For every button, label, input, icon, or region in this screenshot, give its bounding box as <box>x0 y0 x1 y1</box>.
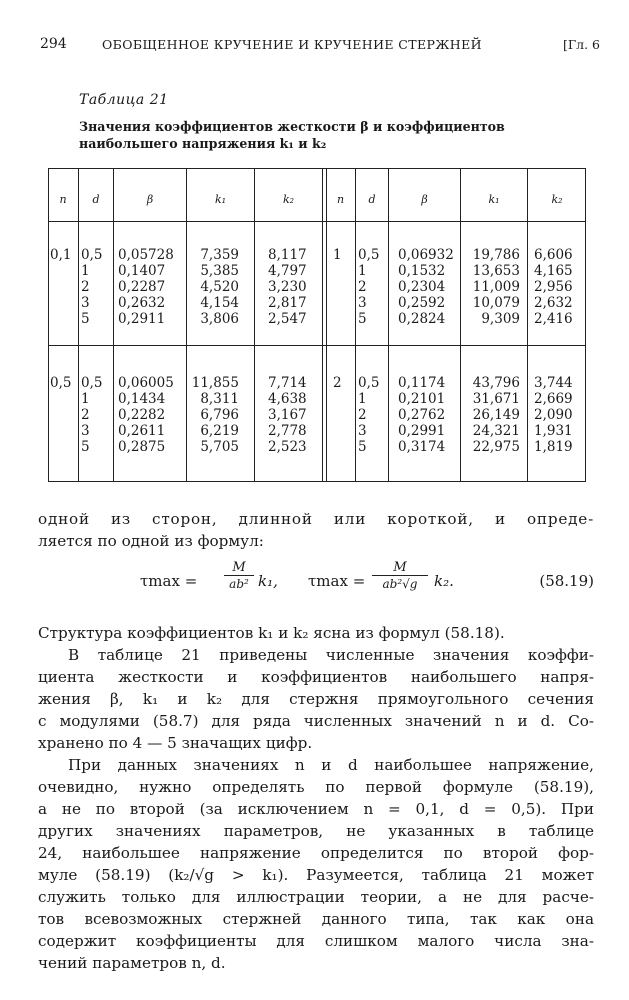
text-line: В таблице 21 приведены численные значения коэффи- <box>68 646 594 664</box>
text-line: а не по второй (за исключением n = 0,1, d = 0,5). При <box>38 800 594 818</box>
table-cell-k2: 7,714 4,638 3,167 2,778 2,523 <box>268 375 307 455</box>
table-block-rule <box>48 345 586 346</box>
table-cell-k1: 7,359 5,385 4,520 4,154 3,806 <box>200 247 239 327</box>
formula-factor: k₁, <box>258 572 278 590</box>
table-col-rule <box>527 168 528 482</box>
equation-number: (58.19) <box>539 572 594 590</box>
page-number: 294 <box>40 36 67 52</box>
text-line: содержит коэффициенты для слишком малого числа зна- <box>38 932 594 950</box>
text-line: очевидно, нужно определять по первой формуле (58.19), <box>38 778 594 796</box>
table-caption-line: Значения коэффициентов жесткости β и коэффициентов <box>79 119 505 134</box>
paragraph <box>38 644 594 754</box>
text-line: жения β, k₁ и k₂ для стержня прямоугольного сечения <box>38 690 594 708</box>
table-cell-n: 0,5 <box>50 375 72 391</box>
formula-lhs: τmax = <box>308 572 366 590</box>
table-cell-beta: 0,1174 0,2101 0,2762 0,2991 0,3174 <box>398 375 446 455</box>
fraction-numerator: M <box>232 560 246 575</box>
table-col-rule <box>355 168 356 482</box>
table-center-double-rule <box>322 168 327 482</box>
fraction <box>224 560 254 591</box>
table-header-cell: d <box>92 193 100 206</box>
table-cell-beta: 0,06005 0,1434 0,2282 0,2611 0,2875 <box>118 375 174 455</box>
text-line: муле (58.19) (k₂/√g > k₁). Разумеется, таблица 21 может <box>38 866 594 884</box>
table-header-cell: β <box>421 193 428 206</box>
table-header-cell: k₂ <box>282 193 295 206</box>
table-cell-d: 0,5 1 2 3 5 <box>358 247 380 327</box>
table-cell-n: 1 <box>333 247 342 263</box>
paragraph <box>38 622 594 644</box>
text-line: чений параметров n, d. <box>38 954 226 972</box>
running-head <box>40 36 600 56</box>
text-line: служить только для иллюстрации теории, а не для расче- <box>38 888 594 906</box>
text-line: Структура коэффициентов k₁ и k₂ ясна из формул (58.18). <box>38 624 505 642</box>
fraction-denominator: ab² <box>224 575 254 591</box>
table-header-rule <box>48 221 586 222</box>
text-line: 24, наибольшее напряжение определится по второй фор- <box>38 844 594 862</box>
table-cell-d: 0,5 1 2 3 5 <box>358 375 380 455</box>
chapter-marker: [Гл. 6 <box>563 37 600 52</box>
table-cell-n: 0,1 <box>50 247 72 263</box>
fraction <box>372 560 428 591</box>
formula-lhs: τmax = <box>140 572 198 590</box>
table-col-rule <box>254 168 255 482</box>
text-line: ляется по одной из формул: <box>38 532 264 550</box>
table-cell-beta: 0,05728 0,1407 0,2287 0,2632 0,2911 <box>118 247 174 327</box>
table-header-cell: n <box>59 193 67 206</box>
table-header-cell: β <box>146 193 154 206</box>
text-line: хранено по 4 — 5 значащих цифр. <box>38 734 313 752</box>
fraction-numerator: M <box>393 560 407 575</box>
table-header-cell: n <box>336 193 345 206</box>
fraction-denominator: ab²√g <box>372 575 428 591</box>
table-cell-d: 0,5 1 2 3 5 <box>81 247 103 327</box>
paragraph <box>38 508 594 552</box>
text-line: других значениях параметров, не указанных в таблице <box>38 822 594 840</box>
table-col-rule <box>113 168 114 482</box>
table-cell-beta: 0,06932 0,1532 0,2304 0,2592 0,2824 <box>398 247 454 327</box>
table-header-cell: k₁ <box>214 193 227 206</box>
formula-58-19 <box>140 560 600 610</box>
text-line: циента жесткости и коэффициентов наибольшего напря- <box>38 668 594 686</box>
text-line: При данных значениях n и d наибольшее напряжение, <box>68 756 594 774</box>
table-cell-d: 0,5 1 2 3 5 <box>81 375 103 455</box>
table-cell-k1: 43,796 31,671 26,149 24,321 22,975 <box>472 375 520 455</box>
running-title: ОБОБЩЕННОЕ КРУЧЕНИЕ И КРУЧЕНИЕ СТЕРЖНЕЙ <box>102 37 482 52</box>
table-header-cell: d <box>368 193 376 206</box>
table-caption <box>79 118 559 152</box>
text-line: одной из сторон, длинной или короткой, и опреде- <box>38 510 594 528</box>
table-cell-n: 2 <box>333 375 342 391</box>
paragraph <box>38 754 594 974</box>
table-label: Таблица 21 <box>79 92 169 108</box>
table-header-cell: k₂ <box>551 193 563 206</box>
table-cell-k1: 19,786 13,653 11,009 10,079 9,309 <box>472 247 520 327</box>
table-cell-k2: 3,744 2,669 2,090 1,931 1,819 <box>534 375 573 455</box>
table-header-cell: k₁ <box>488 193 500 206</box>
table-cell-k2: 6,606 4,165 2,956 2,632 2,416 <box>534 247 573 327</box>
formula-factor: k₂. <box>434 572 454 590</box>
text-line: тов всевозможных стержней данного типа, так как она <box>38 910 594 928</box>
text-line: с модулями (58.7) для ряда численных значений n и d. Со- <box>38 712 594 730</box>
table-col-rule <box>388 168 389 482</box>
table-cell-k1: 11,855 8,311 6,796 6,219 5,705 <box>191 375 239 455</box>
table-caption-line: наибольшего напряжения k₁ и k₂ <box>79 136 327 151</box>
table-col-rule <box>78 168 79 482</box>
table-cell-k2: 8,117 4,797 3,230 2,817 2,547 <box>268 247 307 327</box>
